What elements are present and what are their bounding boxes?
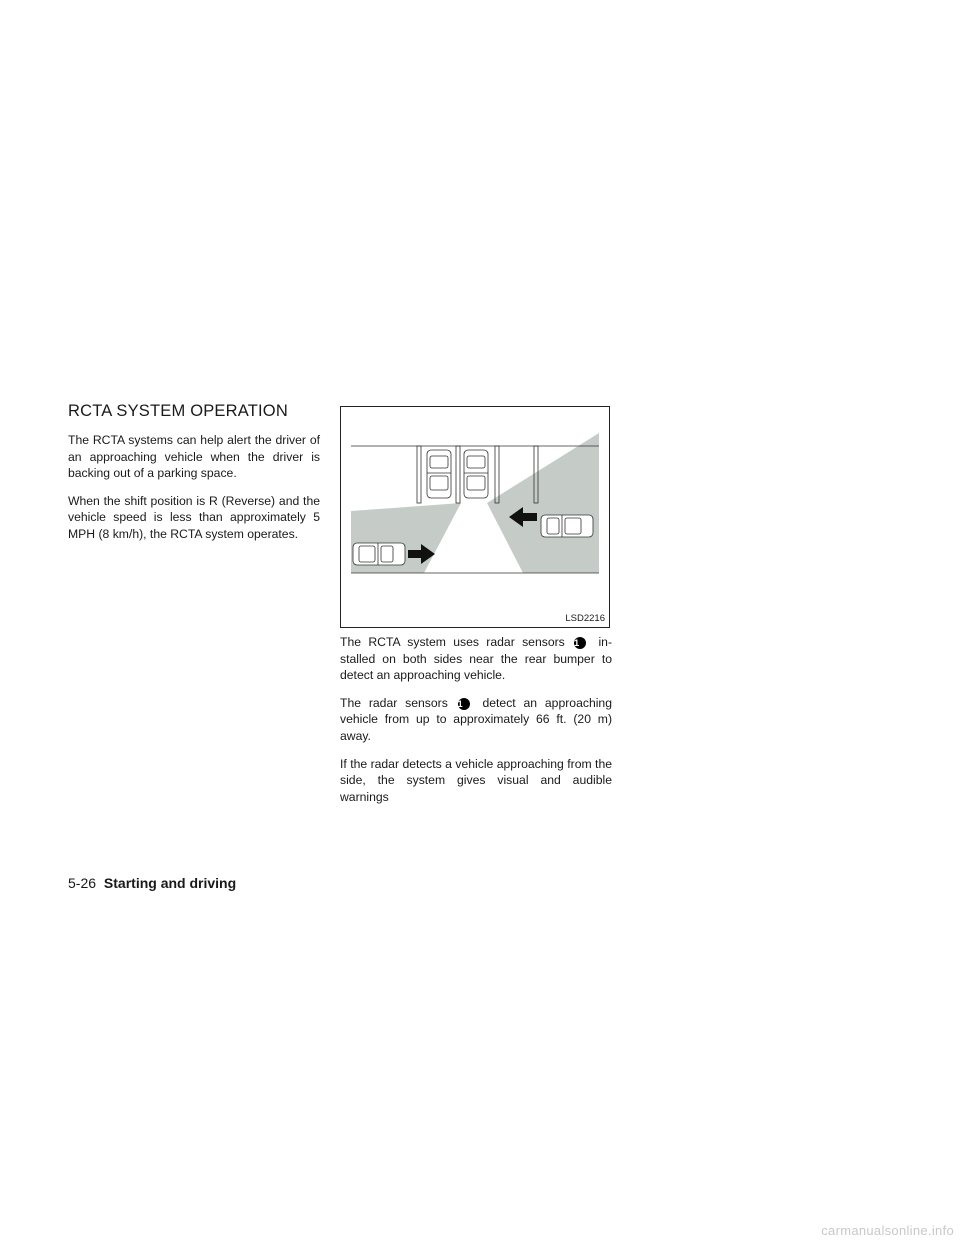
approaching-car-icon <box>541 515 593 537</box>
detection-range-paragraph <box>340 695 612 745</box>
page-number: 5-26 <box>68 875 97 891</box>
p1-text-after: in-stalled on both sides near the rear bumper to detect an approaching vehicle. <box>340 635 612 683</box>
right-column <box>340 634 612 816</box>
callout-1-icon: 1 <box>574 637 586 649</box>
p2-text-before: The radar sensors <box>340 695 448 710</box>
figure-code: LSD2216 <box>565 613 605 624</box>
operating-conditions-paragraph: When the shift position is R (Reverse) and the vehicle speed is less than approximately 5 MPH (8 km/h), the RCTA system operates. <box>68 493 320 541</box>
callout-1-icon: 1 <box>458 698 470 710</box>
approaching-car-icon <box>353 543 405 565</box>
right-radar-zone <box>487 433 599 573</box>
sensor-location-paragraph <box>340 634 612 684</box>
section-heading: RCTA SYSTEM OPERATION <box>68 402 288 420</box>
p2-text-after: detect an approaching vehicle from up to approximately 66 ft. (20 m) away. <box>340 695 612 743</box>
p1-text-before: The RCTA system uses radar sensors <box>340 635 565 649</box>
intro-paragraph: The RCTA systems can help alert the driver of an approaching vehicle when the driver is backing out of a parking space. <box>68 433 320 481</box>
warning-paragraph: If the radar detects a vehicle approaching from the side, the system gives visual and audible warnings <box>340 756 612 804</box>
chapter-title: Starting and driving <box>103 875 237 891</box>
left-column <box>68 432 320 554</box>
reversing-car-icon <box>464 450 488 498</box>
rcta-illustration <box>341 407 609 627</box>
parked-car-icon <box>427 450 451 498</box>
watermark: carmanualsonline.info <box>821 1223 954 1238</box>
page-footer <box>68 875 236 891</box>
rcta-diagram <box>340 406 610 628</box>
